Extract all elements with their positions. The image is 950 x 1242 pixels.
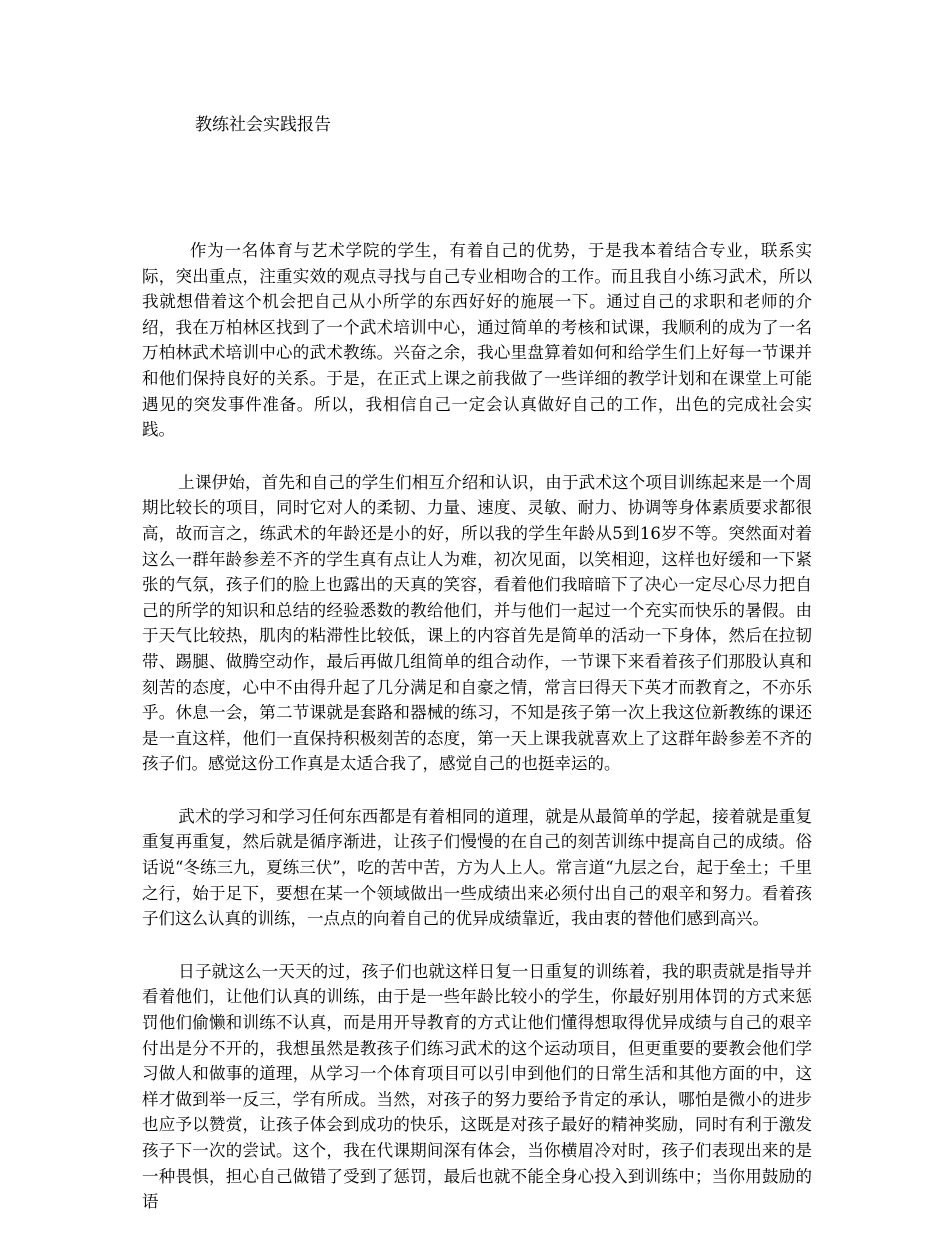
document-body [142,238,812,1242]
paragraph-2: 上课伊始，首先和自己的学生们相互介绍和认识，由于武术这个项目训练起来是一个周期比较长的项目，同时它对人的柔韧、力量、速度、灵敏、耐力、协调等身体素质要求都很高，故而言之，练武术的年龄还是小的好，所以我的学生年龄从5到16岁不等。突然面对着这么一群年龄参差不齐的学生真有点让人为难，初次见面，以笑相迎，这样也好缓和一下紧张的气氛，孩子们的脸上也露出的天真的笑容，看着他们我暗暗下了决心一定尽心尽力把自己的所学的知识和总结的经验悉数的教给他们，并与他们一起过一个充实而快乐的暑假。由于天气比较热，肌肉的粘滞性比较低，课上的内容首先是简单的活动一下身体，然后在拉韧带、踢腿、做腾空动作，最后再做几组简单的组合动作，一节课下来看着孩子们那股认真和刻苦的态度，心中不由得升起了几分满足和自豪之情，常言曰得天下英才而教育之，不亦乐乎。休息一会，第二节课就是套路和器械的练习，不知是孩子第一次上我这位新教练的课还是一直这样，他们一直保持积极刻苦的态度，第一天上课我就喜欢上了这群年龄参差不齐的孩子们。感觉这份工作真是太适合我了，感觉自己的也挺幸运的。 [142,472,812,774]
paragraph-4: 日子就这么一天天的过，孩子们也就这样日复一日重复的训练着，我的职责就是指导并看着他们，让他们认真的训练，由于是一些年龄比较小的学生，你最好别用体罚的方式来惩罚他们偷懒和训练不认真，而是用开导教育的方式让他们懂得想取得优异成绩与自己的艰辛付出是分不开的，我想虽然是教孩子们练习武术的这个运动项目，但更重要的要教会他们学习做人和做事的道理，从学习一个体育项目可以引申到他们的日常生活和其他方面的中，这样才做到举一反三，学有所成。当然，对孩子的努力要给予肯定的承认，哪怕是微小的进步也应予以赞赏，让孩子体会到成功的快乐，这既是对孩子最好的精神奖励，同时有利于激发孩子下一次的尝试。这个，我在代课期间深有体会，当你横眉冷对时，孩子们表现出来的是一种畏惧，担心自己做错了受到了惩罚，最后也就不能全身心投入到训练中；当你用鼓励的语 [142,961,812,1212]
document-title: 教练社会实践报告 [195,115,331,135]
paragraph-1: 作为一名体育与艺术学院的学生，有着自己的优势，于是我本着结合专业，联系实际，突出重点，注重实效的观点寻找与自己专业相吻合的工作。而且我自小练习武术，所以我就想借着这个机会把自己从小所学的东西好好的施展一下。通过自己的求职和老师的介绍，我在万柏林区找到了一个武术培训中心，通过简单的考核和试课，我顺利的成为了一名万柏林武术培训中心的武术教练。兴奋之余，我心里盘算着如何和给学生们上好每一节课并和他们保持良好的关系。于是，在正式上课之前我做了一些详细的教学计划和在课堂上可能遇见的突发事件准备。所以，我相信自己一定会认真做好自己的工作，出色的完成社会实践。 [142,241,812,440]
paragraph-3: 武术的学习和学习任何东西都是有着相同的道理，就是从最简单的学起，接着就是重复重复再重复，然后就是循序渐进，让孩子们慢慢的在自己的刻苦训练中提高自己的成绩。俗话说“冬练三九，夏练三伏”，吃的苦中苦，方为人上人。常言道“九层之台，起于垒土；千里之行，始于足下，要想在某一个领域做出一些成绩出来必须付出自己的艰辛和努力。看着孩子们这么认真的训练，一点点的向着自己的优异成绩靠近，我由衷的替他们感到高兴。 [142,806,812,929]
